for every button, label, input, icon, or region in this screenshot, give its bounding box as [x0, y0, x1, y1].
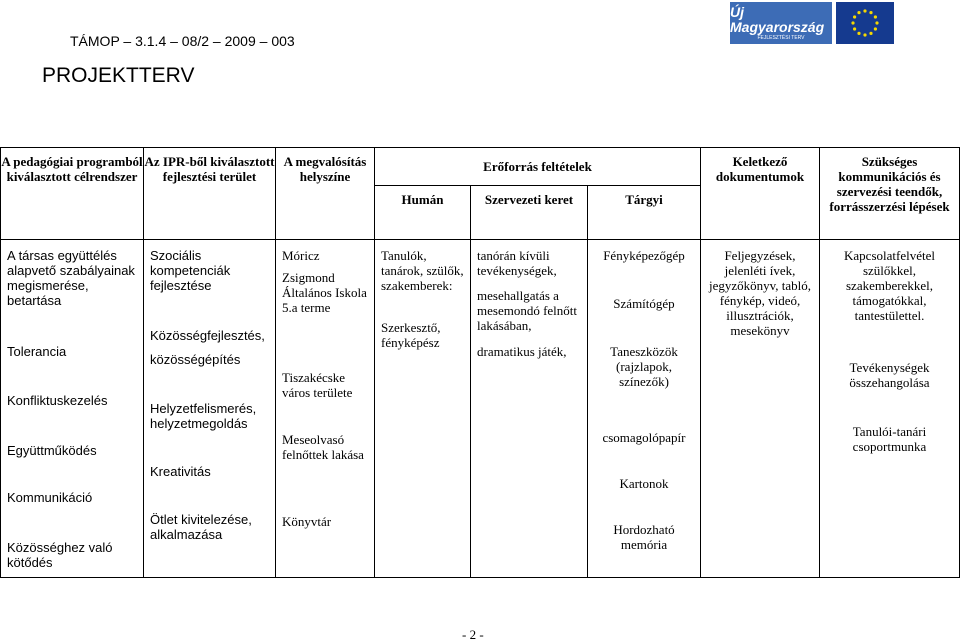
location-item: Meseolvasó felnőttek lakása — [282, 432, 364, 462]
documents-cell — [701, 240, 820, 578]
logo-text-sub: FEJLESZTÉSI TERV — [757, 35, 805, 41]
communication-cell — [820, 240, 960, 578]
location-item: Tiszakécske város területe — [282, 370, 353, 400]
area-item: Ötlet kivitelezése, alkalmazása — [150, 512, 252, 542]
org-item: tanórán kívüli tevékenységek, — [477, 248, 557, 278]
goal-item: Közösséghez való kötődés — [7, 540, 113, 570]
area-item: Helyzetfelismerés, helyzetmegoldás — [150, 401, 257, 431]
header-resources: Erőforrás feltételek — [375, 148, 701, 186]
header-human: Humán — [375, 186, 471, 240]
location-item: Zsigmond Általános Iskola 5.a terme — [282, 270, 367, 315]
material-item: Számítógép — [613, 296, 675, 311]
uj-magyarorszag-logo — [730, 2, 832, 44]
material-item: Fényképezőgép — [603, 248, 685, 263]
area-item: Szociális kompetenciák fejlesztése — [150, 248, 231, 293]
goal-item: Kommunikáció — [7, 490, 93, 505]
goal-item: Együttműködés — [7, 443, 97, 458]
material-item: csomagolópapír — [602, 430, 686, 445]
area-item: Kreativitás — [150, 464, 211, 479]
org-item: mesehallgatás a mesemondó felnőtt lakásában, — [477, 288, 578, 333]
human-resources-cell — [375, 240, 471, 578]
communication-item: Tevékenységek összehangolása — [849, 360, 930, 390]
header-material: Tárgyi — [588, 186, 701, 240]
goal-item: Tolerancia — [7, 344, 67, 359]
page-number: - 2 - — [462, 627, 484, 642]
material-cell — [588, 240, 701, 578]
material-item: Kartonok — [619, 476, 669, 491]
material-item: Taneszközök (rajzlapok, színezők) — [610, 344, 678, 389]
document-item: Feljegyzések, jelenléti ívek, jegyzőkönyv, tabló, fénykép, videó, illusztrációk, mesekönyv — [708, 248, 812, 338]
project-plan-table — [0, 147, 960, 578]
header-goal-system: A pedagógiai programból kiválasztott célrendszer — [1, 148, 144, 240]
communication-item: Tanulói-tanári csoportmunka — [852, 424, 927, 454]
location-item: Móricz — [282, 248, 320, 263]
header-documents: Keletkező dokumentumok — [701, 148, 820, 240]
eu-flag-icon — [836, 2, 894, 44]
goal-item: Konfliktuskezelés — [7, 393, 108, 408]
header-org-frame: Szervezeti keret — [471, 186, 588, 240]
goal-system-cell — [1, 240, 144, 578]
area-item: Közösségfejlesztés, — [150, 328, 265, 343]
area-item: közösségépítés — [150, 352, 241, 367]
document-title: PROJEKTTERV — [42, 64, 195, 87]
header-development-area: Az IPR-ből kiválasztott fejlesztési terület — [144, 148, 276, 240]
communication-item: Kapcsolatfelvétel szülőkkel, szakemberekkel, támogatókkal, tantestülettel. — [844, 248, 935, 323]
development-area-cell — [144, 240, 276, 578]
header-communication-tasks: Szükséges kommunikációs és szervezési teendők, forrásszerzési lépések — [820, 148, 960, 240]
org-frame-cell — [471, 240, 588, 578]
org-item: dramatikus játék, — [477, 344, 567, 359]
human-item: Szerkesztő, fényképész — [381, 320, 441, 350]
goal-item: A társas együttélés alapvető szabályainak megismerése, betartása — [7, 248, 135, 308]
material-item: Hordozható memória — [613, 522, 675, 552]
human-item: Tanulók, tanárok, szülők, szakemberek: — [381, 248, 464, 293]
location-item: Könyvtár — [282, 514, 332, 529]
project-code: TÁMOP – 3.1.4 – 08/2 – 2009 – 003 — [70, 33, 295, 49]
location-cell — [276, 240, 375, 578]
header-location: A megvalósítás helyszíne — [276, 148, 375, 240]
logo-text-main: Új Magyarország — [730, 4, 825, 35]
